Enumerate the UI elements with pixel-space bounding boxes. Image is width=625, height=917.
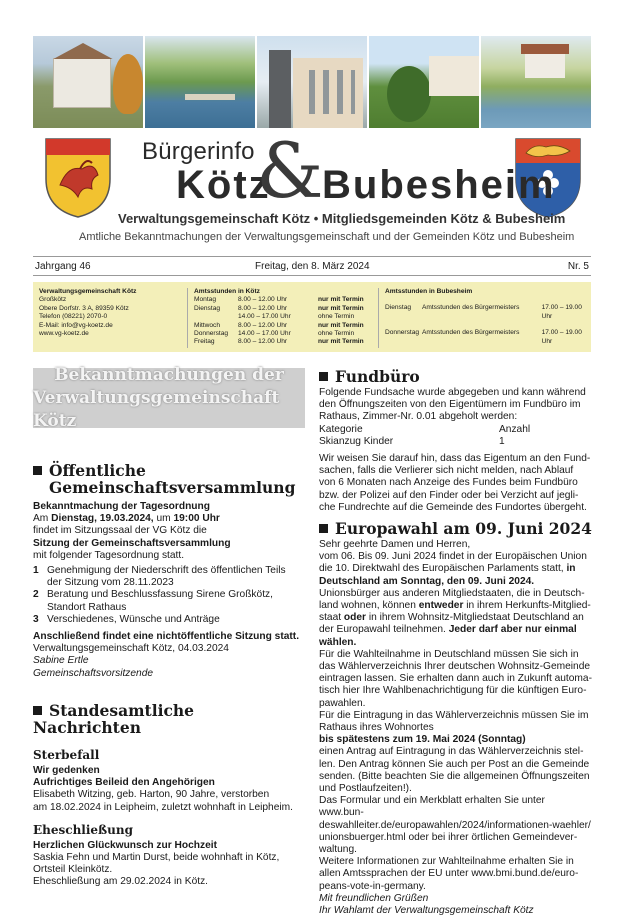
masthead-label: Bürgerinfo <box>142 138 255 165</box>
issue-info-bar <box>33 256 591 276</box>
obituary-text: am 18.02.2024 in Leipheim, zuletzt wohnhaft in Leipheim. <box>33 801 293 813</box>
bullet-square-icon <box>33 466 42 475</box>
meeting-location-line: findet im Sitzungssaal der VG Kötz die <box>33 525 207 537</box>
masthead-town-koetz: Kötz <box>176 163 271 207</box>
article-fundbuero <box>319 368 592 514</box>
agenda-list <box>33 565 305 626</box>
wahl-text: das Wählerverzeichnis Ihrer deutschen Wohnsitz-Gemeinde <box>319 661 591 673</box>
wahl-text: peans-vote-in-germany. <box>319 880 426 892</box>
office-contact-website: www.vg-koetz.de <box>39 330 89 338</box>
article-heading: Europawahl am 09. Juni 2024 <box>319 520 592 537</box>
meeting-agenda-intro: mit folgender Tagesordnung statt. <box>33 549 185 561</box>
hours-row: Dienstag 8.00 – 12.00 Uhr nur mit Termin <box>194 304 364 312</box>
bullet-square-icon <box>33 706 42 715</box>
photo-stream <box>481 36 591 128</box>
hours-row: Montag 8.00 – 12.00 Uhr nur mit Termin <box>194 296 364 304</box>
article-europawahl <box>319 520 592 917</box>
hours-row: Donnerstag Amtsstunden des Bürgermeisters 17.00 – 19.00 Uhr <box>385 329 582 345</box>
signer-name: Sabine Ertle <box>33 655 89 667</box>
masthead-subtitle: Verwaltungsgemeinschaft Kötz • Mitgliedsgemeinden Kötz & Bubesheim <box>118 211 566 226</box>
wahl-text: eintragen lassen. Sie erhalten dann auch in Zukunft automa- <box>319 673 592 685</box>
photo-village-house <box>369 36 479 128</box>
issue-number: Nr. 5 <box>567 261 589 272</box>
wedding-greeting: Herzlichen Glückwunsch zur Hochzeit <box>33 839 217 851</box>
wahl-text: staat oder in ihrem Wohnsitz-Mitgliedstaat Deutschland an <box>319 612 584 624</box>
condolence-line: Wir gedenken <box>33 765 100 776</box>
wahl-text: waltung. <box>319 844 357 856</box>
wahl-text: die 10. Direktwahl des Europäischen Parlaments statt, in <box>319 563 576 575</box>
masthead-tagline: Amtliche Bekanntmachungen der Verwaltungsgemeinschaft und der Gemeinden Kötz und Bubesheim <box>79 231 575 243</box>
wahl-signoff: Mit freundlichen Grüßen <box>319 892 429 904</box>
bullet-square-icon <box>319 372 328 381</box>
wedding-text: Ortsteil Kleinkötz. <box>33 864 113 876</box>
office-contact-line: Obere Dorfstr. 3 A, 89359 Kötz <box>39 304 129 312</box>
meeting-title-line: Sitzung der Gemeinschaftsversammlung <box>33 537 231 549</box>
issue-volume: Jahrgang 46 <box>35 261 91 272</box>
wahl-text: pawahlen. <box>319 697 366 709</box>
wahl-text: vom 06. Bis 09. Juni 2024 findet in der Europäischen Union <box>319 551 587 563</box>
wahl-text: tisch hier Ihre Wahlbenachrichtigung für die künftigen Euro- <box>319 685 587 697</box>
fund-note: Wir weisen Sie darauf hin, dass das Eigentum an den Fund- <box>319 453 591 465</box>
masthead-town-bubesheim: Bubesheim <box>322 163 556 207</box>
wahl-text: einen Antrag auf Eintragung in das Wählerverzeichnis stel- <box>319 746 584 758</box>
fund-note: che Fundrechte auf die Gemeinde des Fundortes übergeht. <box>319 501 587 513</box>
office-hours-bubesheim <box>378 288 588 348</box>
subsection-heading: Sterbefall <box>33 748 100 762</box>
office-hours-bubesheim-title: Amtsstunden in Bubesheim <box>385 288 473 295</box>
wahl-text: Weitere Informationen zur Wahlteilnahme erhalten Sie in <box>319 856 574 868</box>
wahl-text: und Postlaufzeiten!). <box>319 783 412 795</box>
header-photo-strip <box>33 36 591 128</box>
agenda-item: 3 Verschiedenes, Wünsche und Anträge <box>33 613 220 625</box>
wahl-greeting: Sehr geehrte Damen und Herren, <box>319 539 471 550</box>
obituary-text: Elisabeth Witzing, geb. Harton, 90 Jahre, verstorben <box>33 789 270 801</box>
subsection-heading: Eheschließung <box>33 822 134 837</box>
fund-note: sachen, falls die Verlierer sich nicht melden, nach Ablauf <box>319 465 574 477</box>
section-banner-line: Verwaltungsgemeinschaft Kötz <box>33 387 280 431</box>
wahl-text: Unionsbürger aus anderen Mitgliedstaaten, die in Deutsch- <box>319 587 585 599</box>
agenda-item: 2 Beratung und Beschlussfassung Sirene Großkötz, Standort Rathaus <box>33 589 273 613</box>
office-contact-line: Großkötz <box>39 296 67 304</box>
office-hours-koetz-title: Amtsstunden in Kötz <box>194 288 260 295</box>
hours-row: 14.00 – 17.00 Uhr ohne Termin <box>238 313 355 321</box>
wahl-text: wählen. <box>319 636 357 648</box>
closed-session-note: Anschließend findet eine nichtöffentliche Sitzung statt. <box>33 631 300 643</box>
wahl-text: Für die Eintragung in das Wählerverzeichnis müssen Sie im <box>319 709 589 721</box>
wahl-text: land wohnen, können entweder in ihrem Herkunfts-Mitglied- <box>319 600 591 612</box>
wahl-text: senden. (Bitte beachten Sie die allgemeinen Öffnungszeiten <box>319 770 590 782</box>
agenda-item: 1 Genehmigung der Niederschrift des öffentlichen Teils der Sitzung vom 28.11.2023 <box>33 565 286 589</box>
office-contact <box>39 288 177 338</box>
hours-row: Freitag 8.00 – 12.00 Uhr nur mit Termin <box>194 338 364 346</box>
fund-intro: Rathaus, Zimmer-Nr. 0.01 abgeholt werden: <box>319 411 518 423</box>
wahl-text: Rathaus ihres Wohnortes <box>319 722 434 734</box>
meeting-date-line: Am Dienstag, 19.03.2024, um 19:00 Uhr <box>33 513 220 525</box>
wahl-deadline: bis spätestens zum 19. Mai 2024 (Sonntag) <box>319 734 526 746</box>
wahl-text: Deutschland am Sonntag, den 09. Juni 2024. <box>319 575 535 587</box>
office-contact-phone: Telefon (08221) 2070-0 <box>39 313 108 321</box>
wahl-text: Das Formular und ein Merkblatt erhalten Sie unter www.bun- <box>319 795 545 819</box>
photo-lake <box>145 36 255 128</box>
issue-date: Freitag, den 8. März 2024 <box>255 261 370 272</box>
fund-intro: Folgende Fundsache wurde abgegeben und kann während <box>319 387 586 398</box>
fund-note: von 6 Monaten nach Anzeige des Fundes beim Fundbüro <box>319 477 578 489</box>
photo-town-hall <box>33 36 143 128</box>
wahl-link-text: deswahlleiter.de/europawahlen/2024/informationen-waehler/ <box>319 819 591 831</box>
article-heading-cont: Gemeinschaftsversammlung <box>49 478 296 497</box>
article-heading: Öffentliche <box>33 462 305 479</box>
office-contact-email: E-Mail: info@vg-koetz.de <box>39 321 113 329</box>
office-hours-box <box>33 282 591 352</box>
article-standesamt <box>33 702 305 889</box>
wedding-text: Eheschließung am 29.02.2024 in Kötz. <box>33 876 208 888</box>
wedding-text: Saskia Fehn und Martin Durst, beide wohnhaft in Kötz, <box>33 852 280 864</box>
signer-role: Gemeinschaftsvorsitzende <box>33 667 154 679</box>
wahl-text: Für die Wahlteilnahme in Deutschland müssen Sie sich in <box>319 648 579 660</box>
article-heading: Fundbüro <box>319 368 592 385</box>
masthead-ampersand: & <box>256 126 324 215</box>
koetz-coat-of-arms-icon <box>42 135 114 219</box>
section-banner-line: Bekanntmachungen der <box>54 364 284 385</box>
hours-row: Mittwoch 8.00 – 12.00 Uhr nur mit Termin <box>194 321 364 329</box>
wahl-text: len. Den Antrag können Sie auch per Post an die Gemeinde <box>319 758 590 770</box>
wahl-text: unionsbuerger.html oder bei ihrer örtlichen Gemeindever- <box>319 831 578 843</box>
hours-row: Donnerstag 14.00 – 17.00 Uhr ohne Termin <box>194 330 355 338</box>
photo-rathaus-building <box>257 36 367 128</box>
condolence-line: Aufrichtiges Beileid den Angehörigen <box>33 777 215 789</box>
wahl-text: allen Amtssprachen der EU unter www.bmi.bund.de/euro- <box>319 868 579 880</box>
office-hours-koetz <box>187 288 377 348</box>
section-banner <box>33 364 305 431</box>
office-contact-title: Verwaltungsgemeinschaft Kötz <box>39 288 137 295</box>
fund-intro: den Öffnungszeiten von den Eigentümern im Fundbüro im <box>319 399 581 411</box>
bullet-square-icon <box>319 524 328 533</box>
article-gemeinschaftsversammlung <box>33 462 305 680</box>
hours-row: Dienstag Amtsstunden des Bürgermeisters 17.00 – 19.00 Uhr <box>385 304 582 320</box>
wahl-text: der Europawahl teilnehmen. Jeder darf aber nur einmal <box>319 624 577 636</box>
fund-note: bzw. der Polizei auf den Finder oder bei Verzicht auf jegli- <box>319 489 579 501</box>
article-heading: Standesamtliche Nachrichten <box>33 701 195 737</box>
place-date: Verwaltungsgemeinschaft Kötz, 04.03.2024 <box>33 643 229 655</box>
fund-table-row: Skianzug Kinder 1 <box>319 435 505 447</box>
fund-table-header: Kategorie Anzahl <box>319 423 531 435</box>
wahl-signoff: Ihr Wahlamt der Verwaltungsgemeinschaft Kötz <box>319 905 534 917</box>
article-subheading: Bekanntmachung der Tagesordnung <box>33 501 210 512</box>
